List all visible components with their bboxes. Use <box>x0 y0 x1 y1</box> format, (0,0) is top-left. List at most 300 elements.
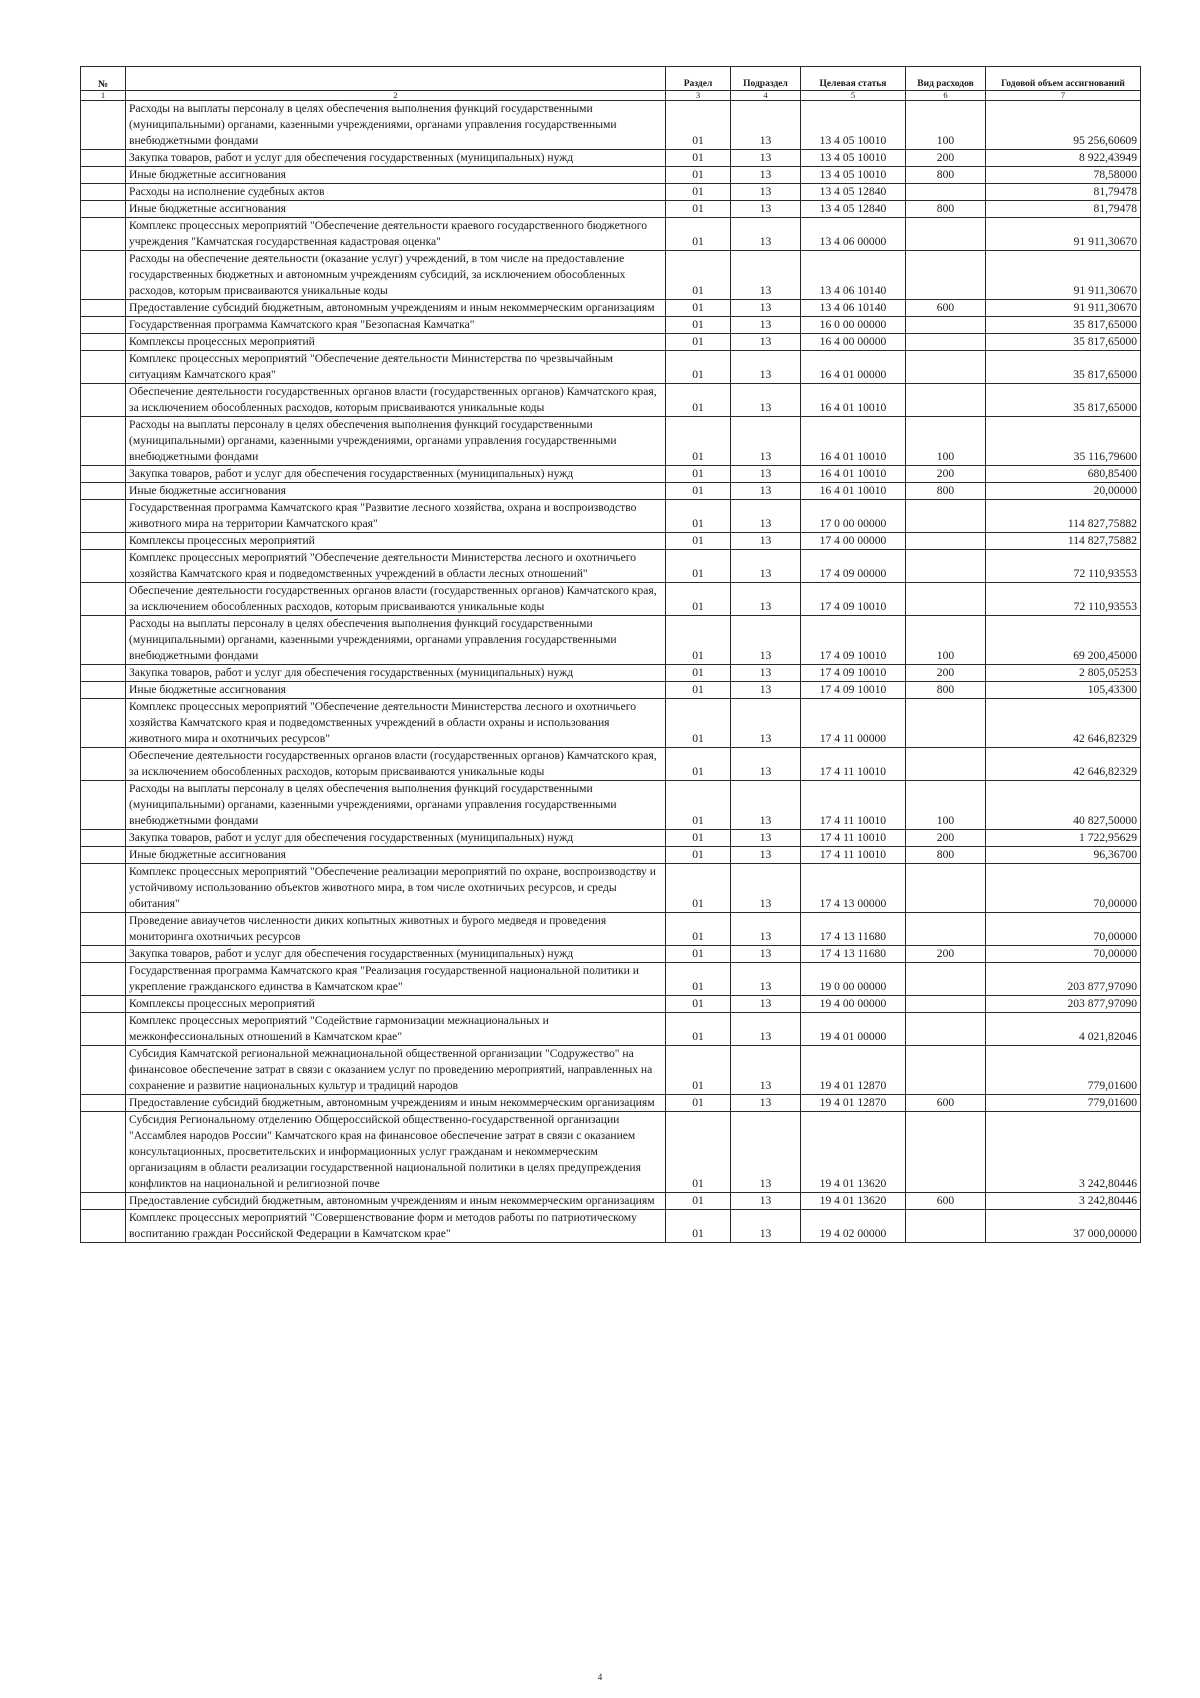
cell-num <box>81 1210 126 1243</box>
cell-godovoy-obem: 4 021,82046 <box>986 1013 1141 1046</box>
table-row <box>81 1112 1141 1193</box>
table-row <box>81 150 1141 167</box>
cell-vid-rashodov: 800 <box>906 201 986 218</box>
cell-vid-rashodov: 600 <box>906 1193 986 1210</box>
cell-podrazdel: 13 <box>731 533 801 550</box>
cell-num <box>81 317 126 334</box>
cell-razdel: 01 <box>666 218 731 251</box>
cell-godovoy-obem: 3 242,80446 <box>986 1112 1141 1193</box>
table-row <box>81 699 1141 748</box>
index-cell: 2 <box>126 91 666 101</box>
cell-podrazdel: 13 <box>731 184 801 201</box>
table-row <box>81 781 1141 830</box>
cell-razdel: 01 <box>666 748 731 781</box>
cell-razdel: 01 <box>666 830 731 847</box>
table-row <box>81 830 1141 847</box>
cell-name: Расходы на исполнение судебных актов <box>126 184 666 201</box>
cell-podrazdel: 13 <box>731 781 801 830</box>
cell-num <box>81 150 126 167</box>
cell-num <box>81 1193 126 1210</box>
cell-name: Предоставление субсидий бюджетным, автономным учреждениям и иным некоммерческим организациям <box>126 1095 666 1112</box>
cell-razdel: 01 <box>666 699 731 748</box>
cell-name: Иные бюджетные ассигнования <box>126 167 666 184</box>
cell-razdel: 01 <box>666 550 731 583</box>
cell-num <box>81 417 126 466</box>
cell-num <box>81 300 126 317</box>
cell-name: Закупка товаров, работ и услуг для обеспечения государственных (муниципальных) нужд <box>126 665 666 682</box>
cell-celevaya-statya: 17 4 11 10010 <box>801 781 906 830</box>
cell-name: Иные бюджетные ассигнования <box>126 201 666 218</box>
cell-celevaya-statya: 17 4 13 11680 <box>801 913 906 946</box>
cell-podrazdel: 13 <box>731 1013 801 1046</box>
cell-godovoy-obem: 96,36700 <box>986 847 1141 864</box>
table-row <box>81 583 1141 616</box>
cell-vid-rashodov <box>906 583 986 616</box>
cell-name: Предоставление субсидий бюджетным, автономным учреждениям и иным некоммерческим организациям <box>126 1193 666 1210</box>
cell-num <box>81 996 126 1013</box>
cell-vid-rashodov <box>906 533 986 550</box>
cell-podrazdel: 13 <box>731 864 801 913</box>
cell-razdel: 01 <box>666 334 731 351</box>
cell-name: Обеспечение деятельности государственных органов власти (государственных органов) Камчатского края, за исключением обособленных расходов, которым присваиваются уникальные коды <box>126 748 666 781</box>
cell-razdel: 01 <box>666 1046 731 1095</box>
cell-celevaya-statya: 19 4 01 00000 <box>801 1013 906 1046</box>
cell-razdel: 01 <box>666 913 731 946</box>
index-cell: 5 <box>801 91 906 101</box>
table-row <box>81 963 1141 996</box>
cell-num <box>81 101 126 150</box>
cell-razdel: 01 <box>666 317 731 334</box>
table-header-row <box>81 67 1141 91</box>
cell-podrazdel: 13 <box>731 218 801 251</box>
cell-vid-rashodov <box>906 500 986 533</box>
cell-razdel: 01 <box>666 1210 731 1243</box>
cell-razdel: 01 <box>666 167 731 184</box>
cell-num <box>81 583 126 616</box>
cell-celevaya-statya: 16 4 01 10010 <box>801 466 906 483</box>
cell-godovoy-obem: 70,00000 <box>986 946 1141 963</box>
cell-razdel: 01 <box>666 583 731 616</box>
table-row <box>81 847 1141 864</box>
index-cell: 3 <box>666 91 731 101</box>
cell-name: Расходы на выплаты персоналу в целях обеспечения выполнения функций государственными (муниципальными) органами, казенными учреждениями, органами управления государственными внебюджетными фондами <box>126 781 666 830</box>
table-row <box>81 466 1141 483</box>
cell-razdel: 01 <box>666 963 731 996</box>
table-row <box>81 748 1141 781</box>
cell-celevaya-statya: 16 4 01 10010 <box>801 417 906 466</box>
cell-name: Комплекс процессных мероприятий "Обеспечение деятельности Министерства по чрезвычайным ситуациям Камчатского края" <box>126 351 666 384</box>
cell-godovoy-obem: 779,01600 <box>986 1046 1141 1095</box>
cell-razdel: 01 <box>666 184 731 201</box>
cell-celevaya-statya: 17 4 09 10010 <box>801 616 906 665</box>
cell-godovoy-obem: 779,01600 <box>986 1095 1141 1112</box>
table-row <box>81 417 1141 466</box>
cell-podrazdel: 13 <box>731 466 801 483</box>
cell-podrazdel: 13 <box>731 830 801 847</box>
cell-celevaya-statya: 16 4 01 10010 <box>801 384 906 417</box>
cell-vid-rashodov: 100 <box>906 616 986 665</box>
cell-podrazdel: 13 <box>731 317 801 334</box>
cell-godovoy-obem: 91 911,30670 <box>986 300 1141 317</box>
cell-podrazdel: 13 <box>731 417 801 466</box>
table-row <box>81 533 1141 550</box>
cell-num <box>81 682 126 699</box>
cell-godovoy-obem: 95 256,60609 <box>986 101 1141 150</box>
table-row <box>81 1210 1141 1243</box>
cell-name: Расходы на выплаты персоналу в целях обеспечения выполнения функций государственными (муниципальными) органами, казенными учреждениями, органами управления государственными внебюджетными фондами <box>126 101 666 150</box>
header-podrazdel: Подраздел <box>731 67 801 91</box>
cell-godovoy-obem: 2 805,05253 <box>986 665 1141 682</box>
cell-vid-rashodov: 800 <box>906 682 986 699</box>
cell-podrazdel: 13 <box>731 167 801 184</box>
cell-razdel: 01 <box>666 665 731 682</box>
cell-podrazdel: 13 <box>731 384 801 417</box>
cell-vid-rashodov <box>906 996 986 1013</box>
table-row <box>81 184 1141 201</box>
cell-vid-rashodov <box>906 317 986 334</box>
cell-celevaya-statya: 17 4 11 00000 <box>801 699 906 748</box>
cell-vid-rashodov <box>906 184 986 201</box>
cell-razdel: 01 <box>666 417 731 466</box>
cell-vid-rashodov <box>906 251 986 300</box>
cell-razdel: 01 <box>666 466 731 483</box>
table-row <box>81 334 1141 351</box>
cell-vid-rashodov <box>906 384 986 417</box>
cell-godovoy-obem: 8 922,43949 <box>986 150 1141 167</box>
cell-vid-rashodov <box>906 913 986 946</box>
cell-podrazdel: 13 <box>731 748 801 781</box>
cell-razdel: 01 <box>666 616 731 665</box>
cell-num <box>81 699 126 748</box>
cell-podrazdel: 13 <box>731 550 801 583</box>
cell-godovoy-obem: 72 110,93553 <box>986 550 1141 583</box>
header-razdel: Раздел <box>666 67 731 91</box>
cell-celevaya-statya: 13 4 05 10010 <box>801 167 906 184</box>
cell-celevaya-statya: 16 4 00 00000 <box>801 334 906 351</box>
cell-razdel: 01 <box>666 500 731 533</box>
page-number: 4 <box>597 1672 603 1682</box>
cell-vid-rashodov <box>906 1210 986 1243</box>
cell-name: Государственная программа Камчатского края "Развитие лесного хозяйства, охрана и воспроизводство животного мира на территории Камчатского края" <box>126 500 666 533</box>
table-row <box>81 946 1141 963</box>
cell-vid-rashodov: 100 <box>906 101 986 150</box>
cell-godovoy-obem: 70,00000 <box>986 864 1141 913</box>
cell-razdel: 01 <box>666 996 731 1013</box>
cell-podrazdel: 13 <box>731 1112 801 1193</box>
cell-podrazdel: 13 <box>731 500 801 533</box>
cell-razdel: 01 <box>666 101 731 150</box>
cell-name: Комплексы процессных мероприятий <box>126 533 666 550</box>
index-cell: 6 <box>906 91 986 101</box>
cell-podrazdel: 13 <box>731 1046 801 1095</box>
cell-razdel: 01 <box>666 1013 731 1046</box>
cell-razdel: 01 <box>666 781 731 830</box>
cell-celevaya-statya: 19 4 01 13620 <box>801 1193 906 1210</box>
cell-num <box>81 616 126 665</box>
cell-name: Субсидия Региональному отделению Общероссийской общественно-государственной организации "Ассамблея народов России" Камчатского края на финансовое обеспечение затрат в связи с оказанием консультационных, просветительских и информационных услуг гражданам и некоммерческим организациям в области реализации государственной национальной политики в целях предупреждения конфликтов на национальной и религиозной почве <box>126 1112 666 1193</box>
cell-podrazdel: 13 <box>731 334 801 351</box>
budget-table <box>80 66 1141 1243</box>
cell-godovoy-obem: 40 827,50000 <box>986 781 1141 830</box>
cell-name: Обеспечение деятельности государственных органов власти (государственных органов) Камчатского края, за исключением обособленных расходов, которым присваиваются уникальные коды <box>126 583 666 616</box>
table-row <box>81 317 1141 334</box>
cell-razdel: 01 <box>666 201 731 218</box>
cell-num <box>81 466 126 483</box>
cell-num <box>81 218 126 251</box>
cell-godovoy-obem: 20,00000 <box>986 483 1141 500</box>
table-row <box>81 1013 1141 1046</box>
cell-godovoy-obem: 72 110,93553 <box>986 583 1141 616</box>
cell-podrazdel: 13 <box>731 583 801 616</box>
cell-godovoy-obem: 3 242,80446 <box>986 1193 1141 1210</box>
cell-vid-rashodov: 800 <box>906 167 986 184</box>
cell-razdel: 01 <box>666 150 731 167</box>
cell-vid-rashodov: 200 <box>906 150 986 167</box>
document-page <box>80 66 1140 1243</box>
cell-vid-rashodov: 200 <box>906 466 986 483</box>
cell-name: Проведение авиаучетов численности диких копытных животных и бурого медведя и проведения мониторинга охотничьих ресурсов <box>126 913 666 946</box>
table-row <box>81 251 1141 300</box>
cell-num <box>81 1013 126 1046</box>
cell-godovoy-obem: 105,43300 <box>986 682 1141 699</box>
cell-vid-rashodov <box>906 864 986 913</box>
cell-celevaya-statya: 19 4 01 13620 <box>801 1112 906 1193</box>
cell-podrazdel: 13 <box>731 1193 801 1210</box>
cell-name: Комплексы процессных мероприятий <box>126 996 666 1013</box>
cell-celevaya-statya: 16 0 00 00000 <box>801 317 906 334</box>
cell-celevaya-statya: 17 4 09 10010 <box>801 583 906 616</box>
cell-celevaya-statya: 16 4 01 10010 <box>801 483 906 500</box>
cell-celevaya-statya: 19 4 01 12870 <box>801 1095 906 1112</box>
table-row <box>81 483 1141 500</box>
cell-godovoy-obem: 680,85400 <box>986 466 1141 483</box>
cell-num <box>81 167 126 184</box>
cell-name: Комплекс процессных мероприятий "Обеспечение деятельности Министерства лесного и охотничьего хозяйства Камчатского края и подведомственных учреждений в области лесных отношений" <box>126 550 666 583</box>
cell-num <box>81 830 126 847</box>
cell-vid-rashodov <box>906 1112 986 1193</box>
cell-num <box>81 748 126 781</box>
header-vid-rashodov: Вид расходов <box>906 67 986 91</box>
cell-celevaya-statya: 19 0 00 00000 <box>801 963 906 996</box>
cell-celevaya-statya: 17 4 11 10010 <box>801 847 906 864</box>
cell-celevaya-statya: 13 4 06 00000 <box>801 218 906 251</box>
cell-godovoy-obem: 42 646,82329 <box>986 699 1141 748</box>
table-row <box>81 665 1141 682</box>
cell-name: Субсидия Камчатской региональной межнациональной общественной организации "Содружество" на финансовое обеспечение затрат в связи с оказанием услуг по проведению мероприятий, направленных на сохранение и развитие национальных культур и традиций народов <box>126 1046 666 1095</box>
cell-name: Обеспечение деятельности государственных органов власти (государственных органов) Камчатского края, за исключением обособленных расходов, которым присваиваются уникальные коды <box>126 384 666 417</box>
cell-vid-rashodov <box>906 1013 986 1046</box>
cell-celevaya-statya: 17 4 09 00000 <box>801 550 906 583</box>
cell-godovoy-obem: 42 646,82329 <box>986 748 1141 781</box>
cell-razdel: 01 <box>666 1112 731 1193</box>
cell-podrazdel: 13 <box>731 101 801 150</box>
cell-num <box>81 500 126 533</box>
cell-razdel: 01 <box>666 847 731 864</box>
index-cell: 1 <box>81 91 126 101</box>
cell-name: Комплекс процессных мероприятий "Обеспечение реализации мероприятий по охране, воспроизводству и устойчивому использованию объектов животного мира, в том числе охотничьих ресурсов, и среды обитания" <box>126 864 666 913</box>
cell-celevaya-statya: 17 0 00 00000 <box>801 500 906 533</box>
cell-godovoy-obem: 91 911,30670 <box>986 251 1141 300</box>
cell-name: Иные бюджетные ассигнования <box>126 682 666 699</box>
cell-num <box>81 384 126 417</box>
cell-godovoy-obem: 91 911,30670 <box>986 218 1141 251</box>
cell-godovoy-obem: 81,79478 <box>986 184 1141 201</box>
cell-podrazdel: 13 <box>731 1095 801 1112</box>
cell-celevaya-statya: 17 4 11 10010 <box>801 830 906 847</box>
index-cell: 7 <box>986 91 1141 101</box>
cell-num <box>81 533 126 550</box>
cell-godovoy-obem: 114 827,75882 <box>986 533 1141 550</box>
cell-vid-rashodov <box>906 748 986 781</box>
cell-celevaya-statya: 17 4 13 00000 <box>801 864 906 913</box>
cell-podrazdel: 13 <box>731 946 801 963</box>
cell-name: Закупка товаров, работ и услуг для обеспечения государственных (муниципальных) нужд <box>126 946 666 963</box>
cell-razdel: 01 <box>666 351 731 384</box>
cell-podrazdel: 13 <box>731 616 801 665</box>
cell-celevaya-statya: 17 4 13 11680 <box>801 946 906 963</box>
cell-podrazdel: 13 <box>731 251 801 300</box>
cell-name: Комплекс процессных мероприятий "Совершенствование форм и методов работы по патриотическому воспитанию граждан Российской Федерации в Камчатском крае" <box>126 1210 666 1243</box>
cell-godovoy-obem: 35 817,65000 <box>986 334 1141 351</box>
cell-name: Комплекс процессных мероприятий "Содействие гармонизации межнациональных и межконфессиональных отношений в Камчатском крае" <box>126 1013 666 1046</box>
cell-name: Закупка товаров, работ и услуг для обеспечения государственных (муниципальных) нужд <box>126 466 666 483</box>
cell-podrazdel: 13 <box>731 699 801 748</box>
table-row <box>81 616 1141 665</box>
cell-num <box>81 351 126 384</box>
cell-godovoy-obem: 35 817,65000 <box>986 351 1141 384</box>
cell-name: Государственная программа Камчатского края "Реализация государственной национальной политики и укрепление гражданского единства в Камчатском крае" <box>126 963 666 996</box>
cell-godovoy-obem: 1 722,95629 <box>986 830 1141 847</box>
cell-num <box>81 483 126 500</box>
table-body <box>81 101 1141 1243</box>
table-row <box>81 218 1141 251</box>
cell-podrazdel: 13 <box>731 150 801 167</box>
cell-vid-rashodov <box>906 963 986 996</box>
cell-vid-rashodov: 800 <box>906 483 986 500</box>
cell-vid-rashodov <box>906 699 986 748</box>
cell-num <box>81 1046 126 1095</box>
cell-podrazdel: 13 <box>731 913 801 946</box>
table-row <box>81 201 1141 218</box>
cell-name: Расходы на выплаты персоналу в целях обеспечения выполнения функций государственными (муниципальными) органами, казенными учреждениями, органами управления государственными внебюджетными фондами <box>126 616 666 665</box>
cell-num <box>81 251 126 300</box>
table-row <box>81 300 1141 317</box>
table-row <box>81 1046 1141 1095</box>
cell-num <box>81 665 126 682</box>
cell-razdel: 01 <box>666 384 731 417</box>
cell-name: Комплекс процессных мероприятий "Обеспечение деятельности Министерства лесного и охотничьего хозяйства Камчатского края и подведомственных учреждений в области охраны и использования животного мира и охотничьих ресурсов" <box>126 699 666 748</box>
cell-name: Иные бюджетные ассигнования <box>126 847 666 864</box>
cell-razdel: 01 <box>666 251 731 300</box>
cell-num <box>81 847 126 864</box>
cell-celevaya-statya: 17 4 09 10010 <box>801 665 906 682</box>
cell-celevaya-statya: 13 4 05 10010 <box>801 101 906 150</box>
cell-godovoy-obem: 114 827,75882 <box>986 500 1141 533</box>
table-row <box>81 913 1141 946</box>
cell-vid-rashodov <box>906 550 986 583</box>
cell-razdel: 01 <box>666 946 731 963</box>
cell-celevaya-statya: 17 4 00 00000 <box>801 533 906 550</box>
cell-vid-rashodov <box>906 351 986 384</box>
cell-vid-rashodov: 200 <box>906 946 986 963</box>
table-row <box>81 864 1141 913</box>
cell-razdel: 01 <box>666 533 731 550</box>
cell-num <box>81 864 126 913</box>
cell-num <box>81 201 126 218</box>
cell-name: Закупка товаров, работ и услуг для обеспечения государственных (муниципальных) нужд <box>126 830 666 847</box>
cell-razdel: 01 <box>666 864 731 913</box>
table-row <box>81 682 1141 699</box>
cell-vid-rashodov: 100 <box>906 781 986 830</box>
table-row <box>81 1095 1141 1112</box>
cell-razdel: 01 <box>666 682 731 699</box>
table-row <box>81 384 1141 417</box>
cell-name: Комплекс процессных мероприятий "Обеспечение деятельности краевого государственного бюджетного учреждения "Камчатская государственная кадастровая оценка" <box>126 218 666 251</box>
cell-celevaya-statya: 13 4 06 10140 <box>801 300 906 317</box>
table-row <box>81 351 1141 384</box>
cell-razdel: 01 <box>666 1095 731 1112</box>
cell-celevaya-statya: 16 4 01 00000 <box>801 351 906 384</box>
cell-num <box>81 963 126 996</box>
cell-num <box>81 184 126 201</box>
header-godovoy-obem: Годовой объем ассигнований <box>986 67 1141 91</box>
cell-name: Предоставление субсидий бюджетным, автономным учреждениям и иным некоммерческим организациям <box>126 300 666 317</box>
cell-godovoy-obem: 78,58000 <box>986 167 1141 184</box>
cell-num <box>81 1112 126 1193</box>
cell-godovoy-obem: 35 817,65000 <box>986 384 1141 417</box>
cell-podrazdel: 13 <box>731 300 801 317</box>
cell-godovoy-obem: 35 116,79600 <box>986 417 1141 466</box>
table-row <box>81 500 1141 533</box>
cell-name: Закупка товаров, работ и услуг для обеспечения государственных (муниципальных) нужд <box>126 150 666 167</box>
cell-celevaya-statya: 19 4 01 12870 <box>801 1046 906 1095</box>
cell-podrazdel: 13 <box>731 351 801 384</box>
cell-vid-rashodov: 600 <box>906 300 986 317</box>
table-row <box>81 996 1141 1013</box>
header-celevaya-statya: Целевая статья <box>801 67 906 91</box>
cell-name: Иные бюджетные ассигнования <box>126 483 666 500</box>
cell-vid-rashodov: 800 <box>906 847 986 864</box>
cell-podrazdel: 13 <box>731 682 801 699</box>
table-row <box>81 101 1141 150</box>
cell-num <box>81 913 126 946</box>
cell-celevaya-statya: 19 4 00 00000 <box>801 996 906 1013</box>
cell-vid-rashodov: 100 <box>906 417 986 466</box>
cell-name: Расходы на обеспечение деятельности (оказание услуг) учреждений, в том числе на предоставление государственных бюджетных и автономным учреждениям субсидий, за исключением обособленных расходов, которым присваиваются уникальные коды <box>126 251 666 300</box>
cell-razdel: 01 <box>666 300 731 317</box>
cell-godovoy-obem: 81,79478 <box>986 201 1141 218</box>
cell-celevaya-statya: 13 4 05 12840 <box>801 184 906 201</box>
cell-godovoy-obem: 70,00000 <box>986 913 1141 946</box>
cell-podrazdel: 13 <box>731 483 801 500</box>
cell-godovoy-obem: 37 000,00000 <box>986 1210 1141 1243</box>
cell-vid-rashodov <box>906 1046 986 1095</box>
cell-podrazdel: 13 <box>731 847 801 864</box>
cell-godovoy-obem: 69 200,45000 <box>986 616 1141 665</box>
cell-celevaya-statya: 13 4 05 12840 <box>801 201 906 218</box>
table-row <box>81 550 1141 583</box>
cell-podrazdel: 13 <box>731 665 801 682</box>
index-cell: 4 <box>731 91 801 101</box>
cell-vid-rashodov <box>906 334 986 351</box>
cell-vid-rashodov: 600 <box>906 1095 986 1112</box>
table-row <box>81 167 1141 184</box>
cell-podrazdel: 13 <box>731 996 801 1013</box>
header-num: № <box>81 67 126 91</box>
cell-podrazdel: 13 <box>731 201 801 218</box>
cell-num <box>81 781 126 830</box>
table-row <box>81 1193 1141 1210</box>
